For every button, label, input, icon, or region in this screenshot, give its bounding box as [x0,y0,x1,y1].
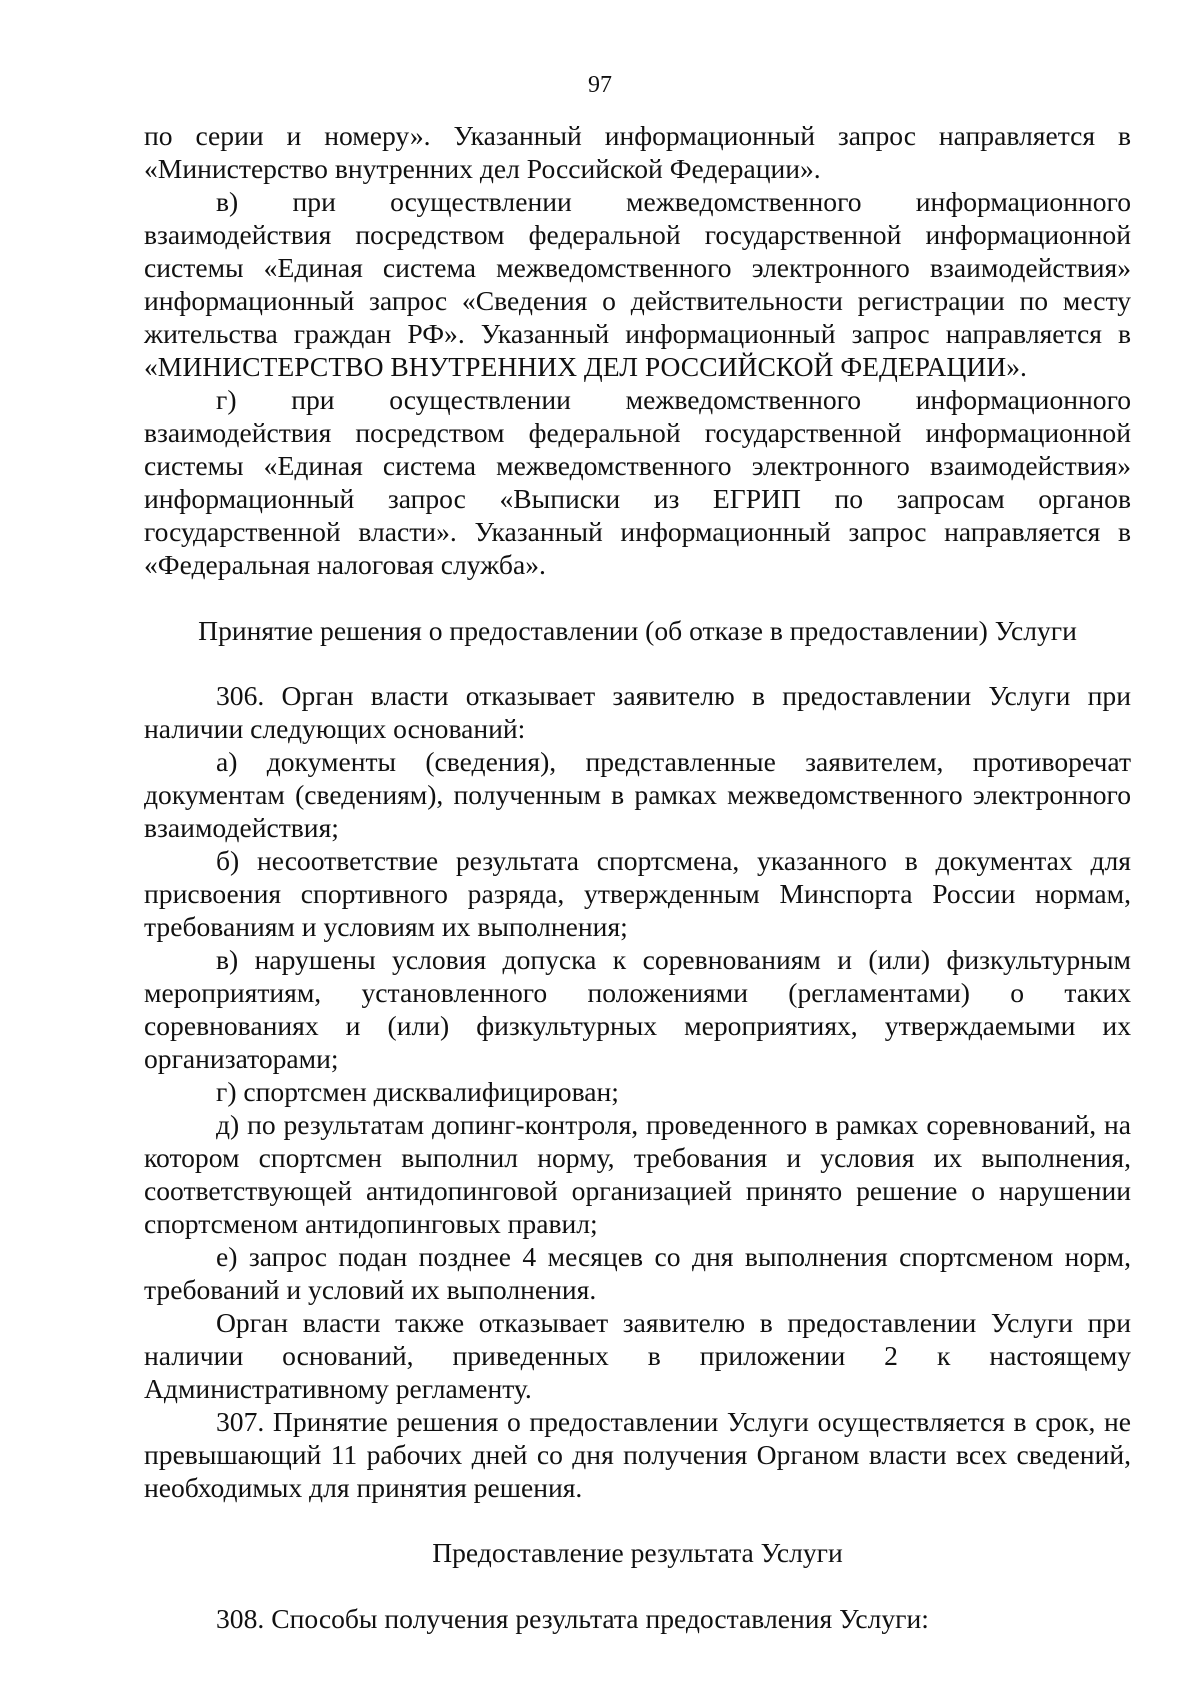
page-number: 97 [588,72,612,98]
paragraph-item-g: г) при осуществлении межведомственного информационного взаимодействия посредством федеральной государственной информационной системы «Единая система межведомственного электронного взаимодействия» информационный запрос «Выписки из ЕГРИП по запросам органов государственной власти». Указанный информационный запрос направляется в «Федеральная налоговая служба». [144,384,1131,580]
paragraph-306-g: г) спортсмен дисквалифицирован; [216,1076,619,1107]
document-body [144,119,1131,1635]
paragraph-306-v: в) нарушены условия допуска к соревнованиям и (или) физкультурным мероприятиям, установленного положениями (регламентами) о таких соревнованиях и (или) физкультурных мероприятиях, утверждаемыми их организаторами; [144,944,1131,1074]
paragraph-306-a: а) документы (сведения), представленные заявителем, противоречат документам (сведениям), полученным в рамках межведомственного электронного взаимодействия; [144,746,1131,843]
section-heading-result: Предоставление результата Услуги [432,1537,843,1568]
paragraph-306-additional: Орган власти также отказывает заявителю в предоставлении Услуги при наличии оснований, приведенных в приложении 2 к настоящему Административному регламенту. [144,1307,1131,1404]
paragraph-306-e: е) запрос подан позднее 4 месяцев со дня выполнения спортсменом норм, требований и условий их выполнения. [144,1241,1131,1305]
paragraph-306-b: б) несоответствие результата спортсмена, указанного в документах для присвоения спортивного разряда, утвержденным Минспорта России нормам, требованиям и условиям их выполнения; [144,845,1131,942]
paragraph-item-v: в) при осуществлении межведомственного информационного взаимодействия посредством федеральной государственной информационной системы «Единая система межведомственного электронного взаимодействия» информационный запрос «Сведения о действительности регистрации по месту жительства граждан РФ». Указанный информационный запрос направляется в «МИНИСТЕРСТВО ВНУТРЕННИХ ДЕЛ РОССИЙСКОЙ ФЕДЕРАЦИИ». [144,186,1131,382]
paragraph-308: 308. Способы получения результата предоставления Услуги: [216,1603,929,1634]
paragraph-306: 306. Орган власти отказывает заявителю в предоставлении Услуги при наличии следующих оснований: [144,680,1131,744]
paragraph-306-d: д) по результатам допинг-контроля, проведенного в рамках соревнований, на котором спортсмен выполнил норму, требования и условия их выполнения, соответствующей антидопинговой организацией принято решение о нарушении спортсменом антидопинговых правил; [144,1109,1131,1239]
section-heading-decision: Принятие решения о предоставлении (об отказе в предоставлении) Услуги [198,615,1077,646]
paragraph-307: 307. Принятие решения о предоставлении Услуги осуществляется в срок, не превышающий 11 рабочих дней со дня получения Органом власти всех сведений, необходимых для принятия решения. [144,1406,1131,1503]
paragraph-continuation: по серии и номеру». Указанный информационный запрос направляется в «Министерство внутренних дел Российской Федерации». [144,120,1131,184]
